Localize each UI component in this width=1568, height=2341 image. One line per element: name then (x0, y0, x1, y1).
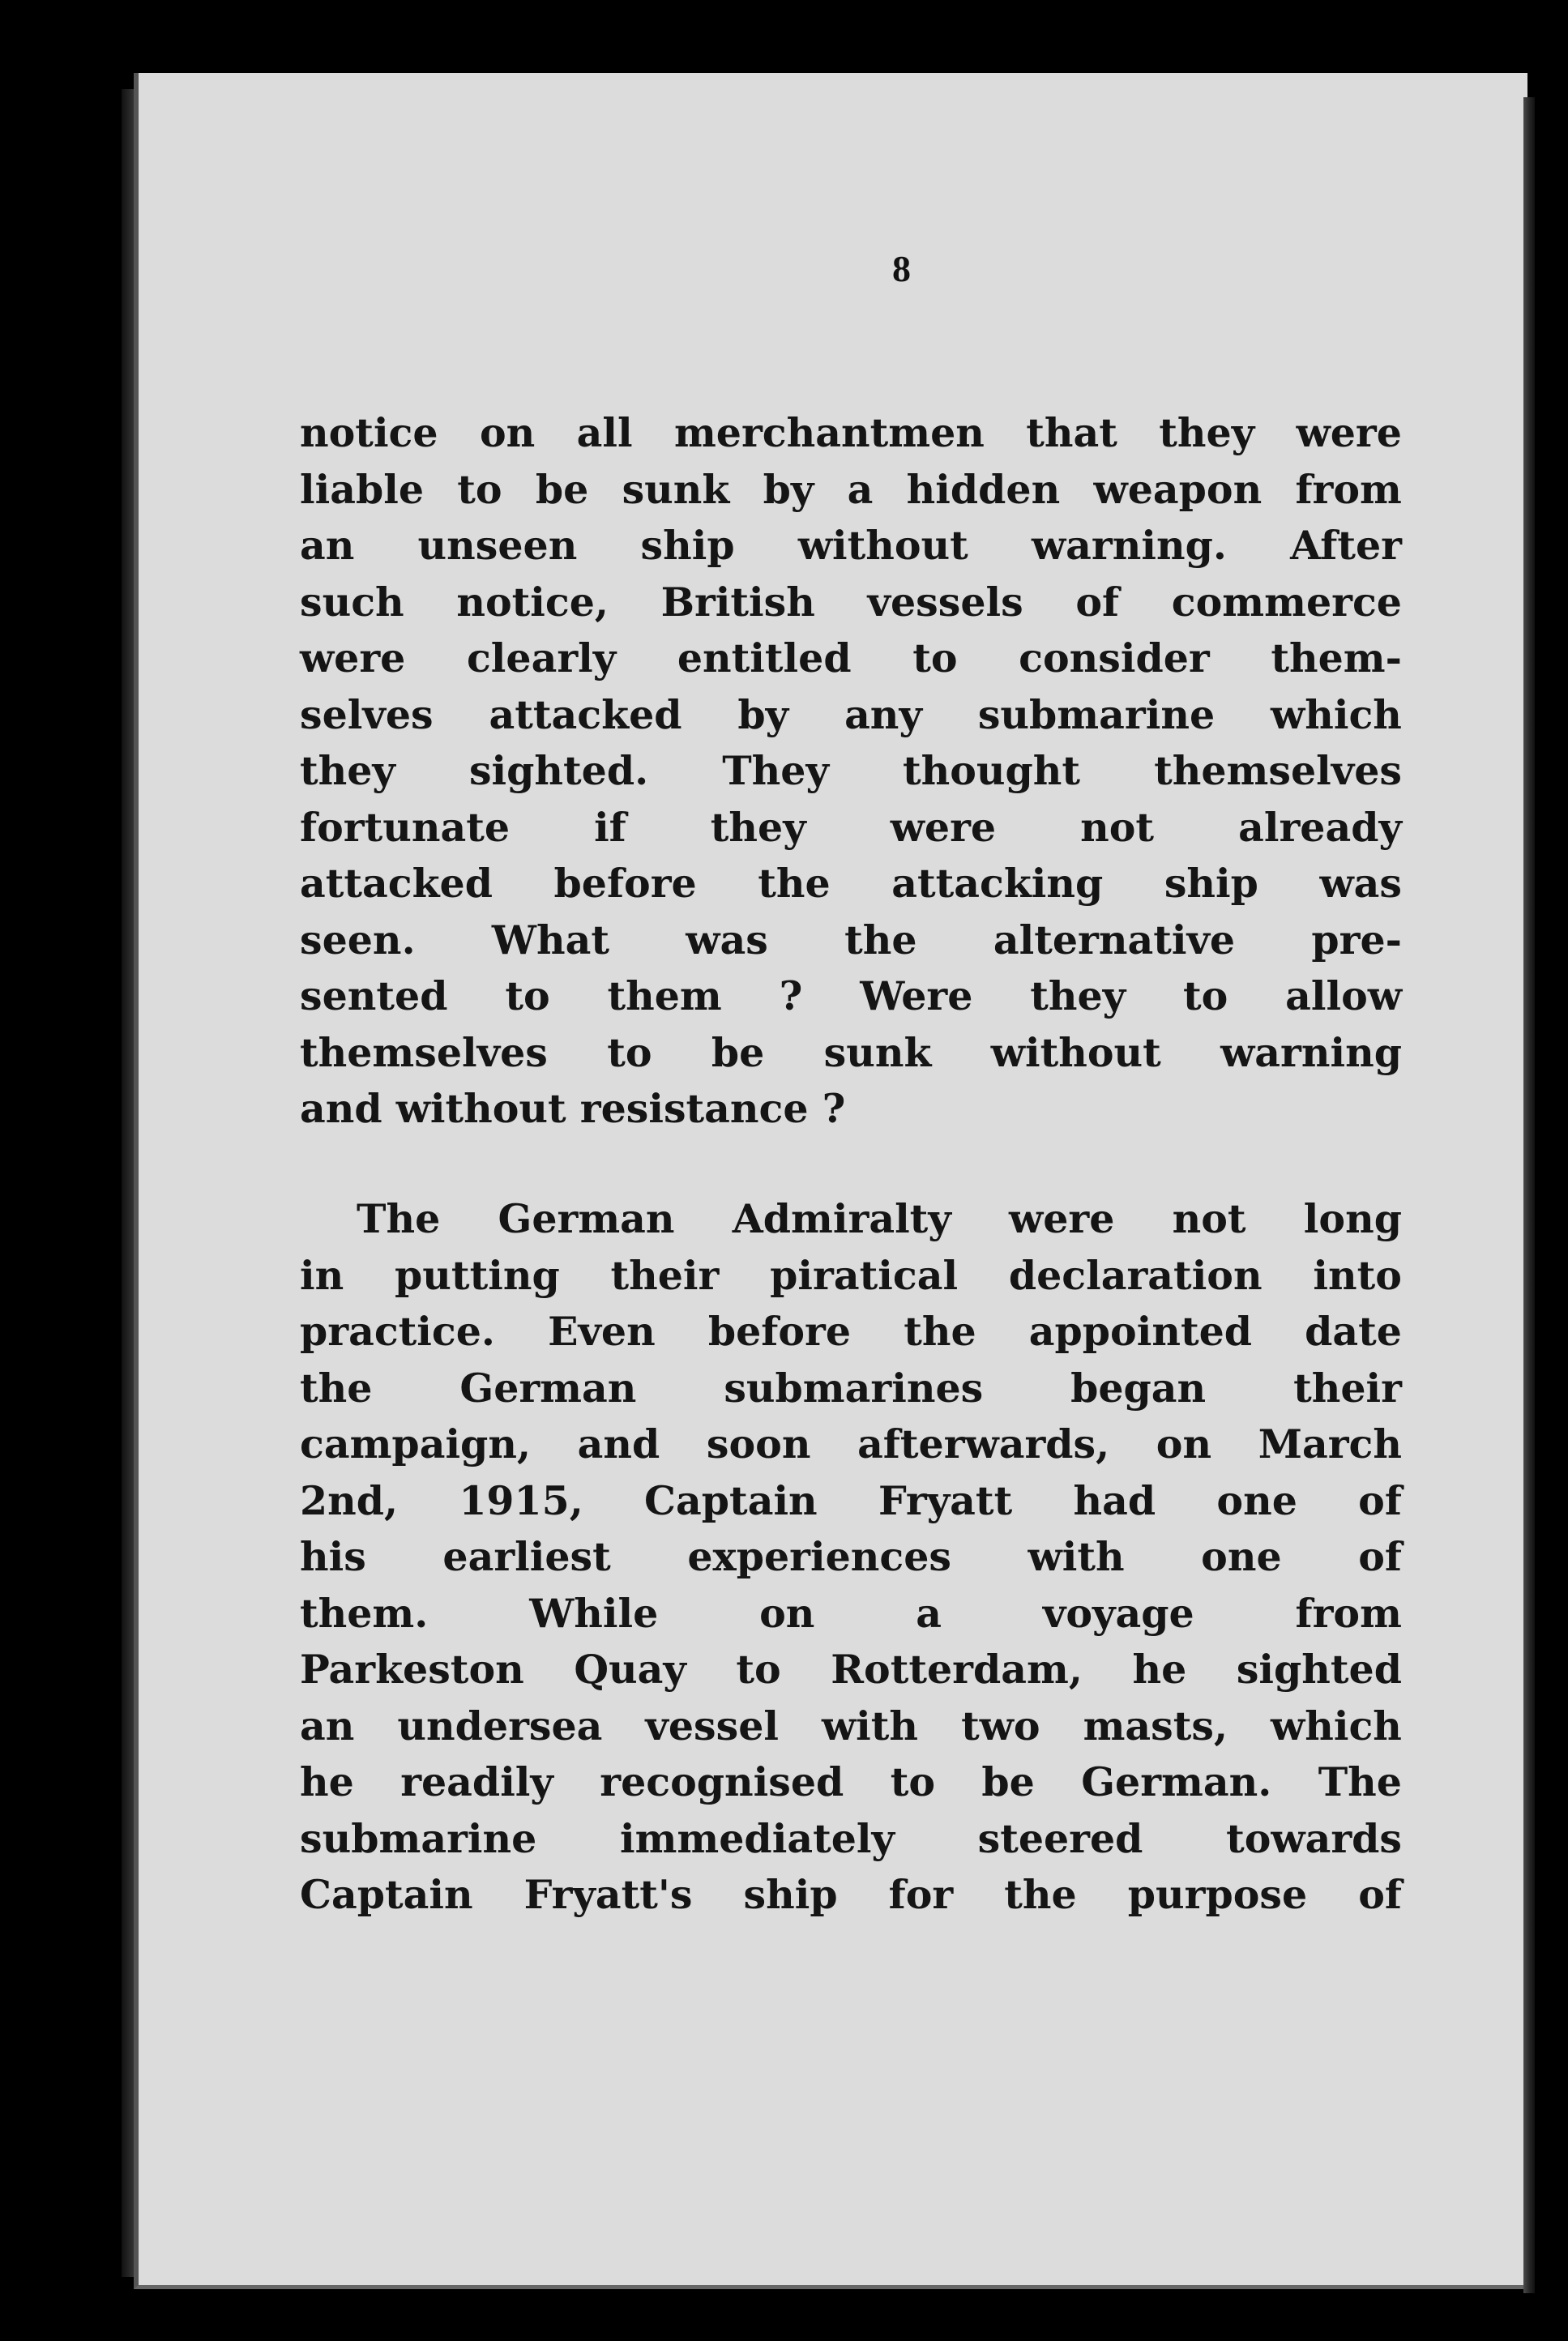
word: entitled (677, 634, 852, 681)
text-line (300, 968, 1402, 1025)
text-line (300, 687, 1402, 744)
text-line (300, 912, 1402, 969)
word: them (607, 972, 722, 1019)
word: to (457, 465, 502, 513)
word: What (491, 916, 609, 963)
word: was (1319, 860, 1402, 907)
word: ? (779, 972, 803, 1019)
text-line (300, 1754, 1402, 1811)
word: of (1358, 1476, 1402, 1524)
word: they (1030, 972, 1126, 1019)
word: They (722, 747, 829, 794)
word: Fryatt (878, 1476, 1013, 1524)
word: be (711, 1028, 765, 1076)
text-line: and without resistance ? (300, 1085, 846, 1132)
word: After (1290, 522, 1402, 569)
word: to (1182, 972, 1228, 1019)
word: vessel (645, 1702, 779, 1749)
word: thought (902, 747, 1081, 794)
word: voyage (1042, 1589, 1194, 1637)
word: The (357, 1195, 441, 1242)
word: ship (640, 522, 735, 569)
word: was (686, 916, 768, 963)
word: vessels (867, 578, 1023, 626)
word: hidden (906, 465, 1061, 513)
word: by (763, 465, 814, 513)
word: on (1156, 1420, 1212, 1467)
word: not (1080, 803, 1155, 851)
word: putting (395, 1251, 560, 1299)
word: alternative (993, 916, 1236, 963)
word: the (1004, 1871, 1077, 1918)
word: their (610, 1251, 720, 1299)
word: in (300, 1251, 344, 1299)
word: Were (860, 972, 973, 1019)
word: readily (400, 1758, 553, 1805)
word: of (1358, 1871, 1402, 1918)
word: to (607, 1028, 652, 1076)
word: the (844, 916, 917, 963)
text-line (300, 743, 1402, 800)
word: earliest (442, 1533, 611, 1580)
word: they (710, 803, 806, 851)
word: the (758, 860, 831, 907)
text-line (300, 1025, 1402, 1082)
word: sunk (823, 1028, 932, 1076)
word: sighted (1236, 1646, 1402, 1693)
word: consider (1019, 634, 1210, 681)
word: weapon (1093, 465, 1263, 513)
word: were (890, 803, 997, 851)
word: German (498, 1195, 675, 1242)
word: British (660, 578, 815, 626)
word: were (300, 634, 406, 681)
word: to (912, 634, 958, 681)
word: one (1201, 1533, 1282, 1580)
word: sighted. (468, 747, 649, 794)
word: they (300, 747, 395, 794)
word: from (1295, 465, 1402, 513)
word: masts, (1083, 1702, 1228, 1749)
word: notice (300, 409, 438, 456)
text-line (300, 1473, 1402, 1530)
word: While (529, 1589, 659, 1637)
word: of (1358, 1533, 1402, 1580)
word: submarine (977, 690, 1216, 738)
word: undersea (397, 1702, 603, 1749)
word: long (1303, 1195, 1402, 1242)
word: March (1258, 1420, 1402, 1467)
word: afterwards, (857, 1420, 1110, 1467)
word: not (1172, 1195, 1246, 1242)
word: submarines (724, 1364, 984, 1412)
text-line (300, 1698, 1402, 1755)
word: attacked (300, 860, 493, 907)
word: towards (1226, 1814, 1402, 1862)
word: an (300, 522, 355, 569)
text-line (300, 856, 1402, 912)
page-right-edge (1523, 97, 1535, 2293)
word: appointed (1028, 1308, 1253, 1355)
word: on (479, 409, 536, 456)
text-line (300, 1586, 1402, 1643)
word: German. (1081, 1758, 1272, 1805)
page-number: 8 (892, 248, 911, 289)
text-line (300, 462, 1402, 519)
text-line (300, 1867, 1402, 1924)
word: one (1216, 1476, 1297, 1524)
word: into (1313, 1251, 1402, 1299)
word: attacking (891, 860, 1104, 907)
word: be (535, 465, 589, 513)
word: commerce (1171, 578, 1402, 626)
text-line (300, 1642, 1402, 1698)
text-line (300, 1191, 1402, 1248)
word: any (844, 690, 922, 738)
word: the (300, 1364, 373, 1412)
word: 1915, (459, 1476, 583, 1524)
text-line (300, 1529, 1402, 1586)
text-line (300, 800, 1402, 857)
word: steered (977, 1814, 1143, 1862)
word: already (1238, 803, 1402, 851)
word: before (553, 860, 697, 907)
word: his (300, 1533, 366, 1580)
word: fortunate (300, 803, 511, 851)
word: he (1132, 1646, 1187, 1693)
text-line (300, 1248, 1402, 1305)
word: the (904, 1308, 976, 1355)
word: Captain (300, 1871, 473, 1918)
word: Fryatt's (523, 1871, 693, 1918)
word: declaration (1008, 1251, 1263, 1299)
word: German (459, 1364, 637, 1412)
word: practice. (300, 1308, 495, 1355)
word: liable (300, 465, 425, 513)
word: all (576, 409, 633, 456)
word: Quay (574, 1646, 686, 1693)
word: which (1271, 690, 1402, 738)
word: warning (1220, 1028, 1402, 1076)
word: to (890, 1758, 936, 1805)
word: two (961, 1702, 1040, 1749)
word: Even (548, 1308, 656, 1355)
word: pre- (1311, 916, 1402, 963)
word: such (300, 578, 404, 626)
text-line (300, 1811, 1402, 1868)
word: immediately (619, 1814, 895, 1862)
word: an (300, 1702, 355, 1749)
word: Rotterdam, (831, 1646, 1083, 1693)
word: without (990, 1028, 1161, 1076)
word: campaign, (300, 1420, 532, 1467)
word: of (1075, 578, 1120, 626)
word: to (505, 972, 550, 1019)
word: purpose (1127, 1871, 1308, 1918)
word: with (822, 1702, 919, 1749)
word: on (759, 1589, 815, 1637)
word: Captain (644, 1476, 818, 1524)
text-line (300, 1416, 1402, 1473)
word: a (847, 465, 874, 513)
word: that (1026, 409, 1117, 456)
word: clearly (466, 634, 617, 681)
word: The (1318, 1758, 1402, 1805)
word: by (737, 690, 789, 738)
text-line (300, 1304, 1402, 1361)
word: warning. (1031, 522, 1227, 569)
word: to (736, 1646, 781, 1693)
word: and (577, 1420, 660, 1467)
word: for (888, 1871, 954, 1918)
text-line (300, 630, 1402, 687)
word: were (1009, 1195, 1115, 1242)
word: them. (300, 1589, 429, 1637)
word: from (1295, 1589, 1402, 1637)
word: allow (1285, 972, 1402, 1019)
text-line (300, 1361, 1402, 1417)
word: began (1070, 1364, 1207, 1412)
word: with (1028, 1533, 1125, 1580)
paragraph-2 (300, 1191, 1402, 1924)
text-line (300, 518, 1402, 575)
word: their (1293, 1364, 1402, 1412)
word: a (916, 1589, 942, 1637)
word: unseen (417, 522, 578, 569)
word: without (797, 522, 968, 569)
word: date (1305, 1308, 1402, 1355)
word: selves (300, 690, 434, 738)
paragraph-1 (300, 405, 1402, 1138)
word: notice, (456, 578, 609, 626)
word: submarine (300, 1814, 537, 1862)
word: he (300, 1758, 354, 1805)
word: had (1073, 1476, 1156, 1524)
word: soon (706, 1420, 811, 1467)
word: them- (1271, 634, 1402, 681)
text-line (300, 575, 1402, 631)
word: be (981, 1758, 1035, 1805)
word: merchantmen (673, 409, 985, 456)
word: Parkeston (300, 1646, 524, 1693)
word: were (1296, 409, 1402, 456)
word: they (1159, 409, 1255, 456)
word: themselves (1154, 747, 1402, 794)
word: sented (300, 972, 448, 1019)
word: themselves (300, 1028, 548, 1076)
word: Admiralty (732, 1195, 951, 1242)
text-line (300, 405, 1402, 462)
word: ship (743, 1871, 838, 1918)
word: experiences (687, 1533, 951, 1580)
word: 2nd, (300, 1476, 399, 1524)
word: seen. (300, 916, 416, 963)
word: if (594, 803, 626, 851)
word: which (1271, 1702, 1402, 1749)
word: attacked (489, 690, 682, 738)
word: sunk (622, 465, 730, 513)
word: recognised (600, 1758, 844, 1805)
word: ship (1164, 860, 1258, 907)
word: before (707, 1308, 852, 1355)
word: piratical (770, 1251, 959, 1299)
